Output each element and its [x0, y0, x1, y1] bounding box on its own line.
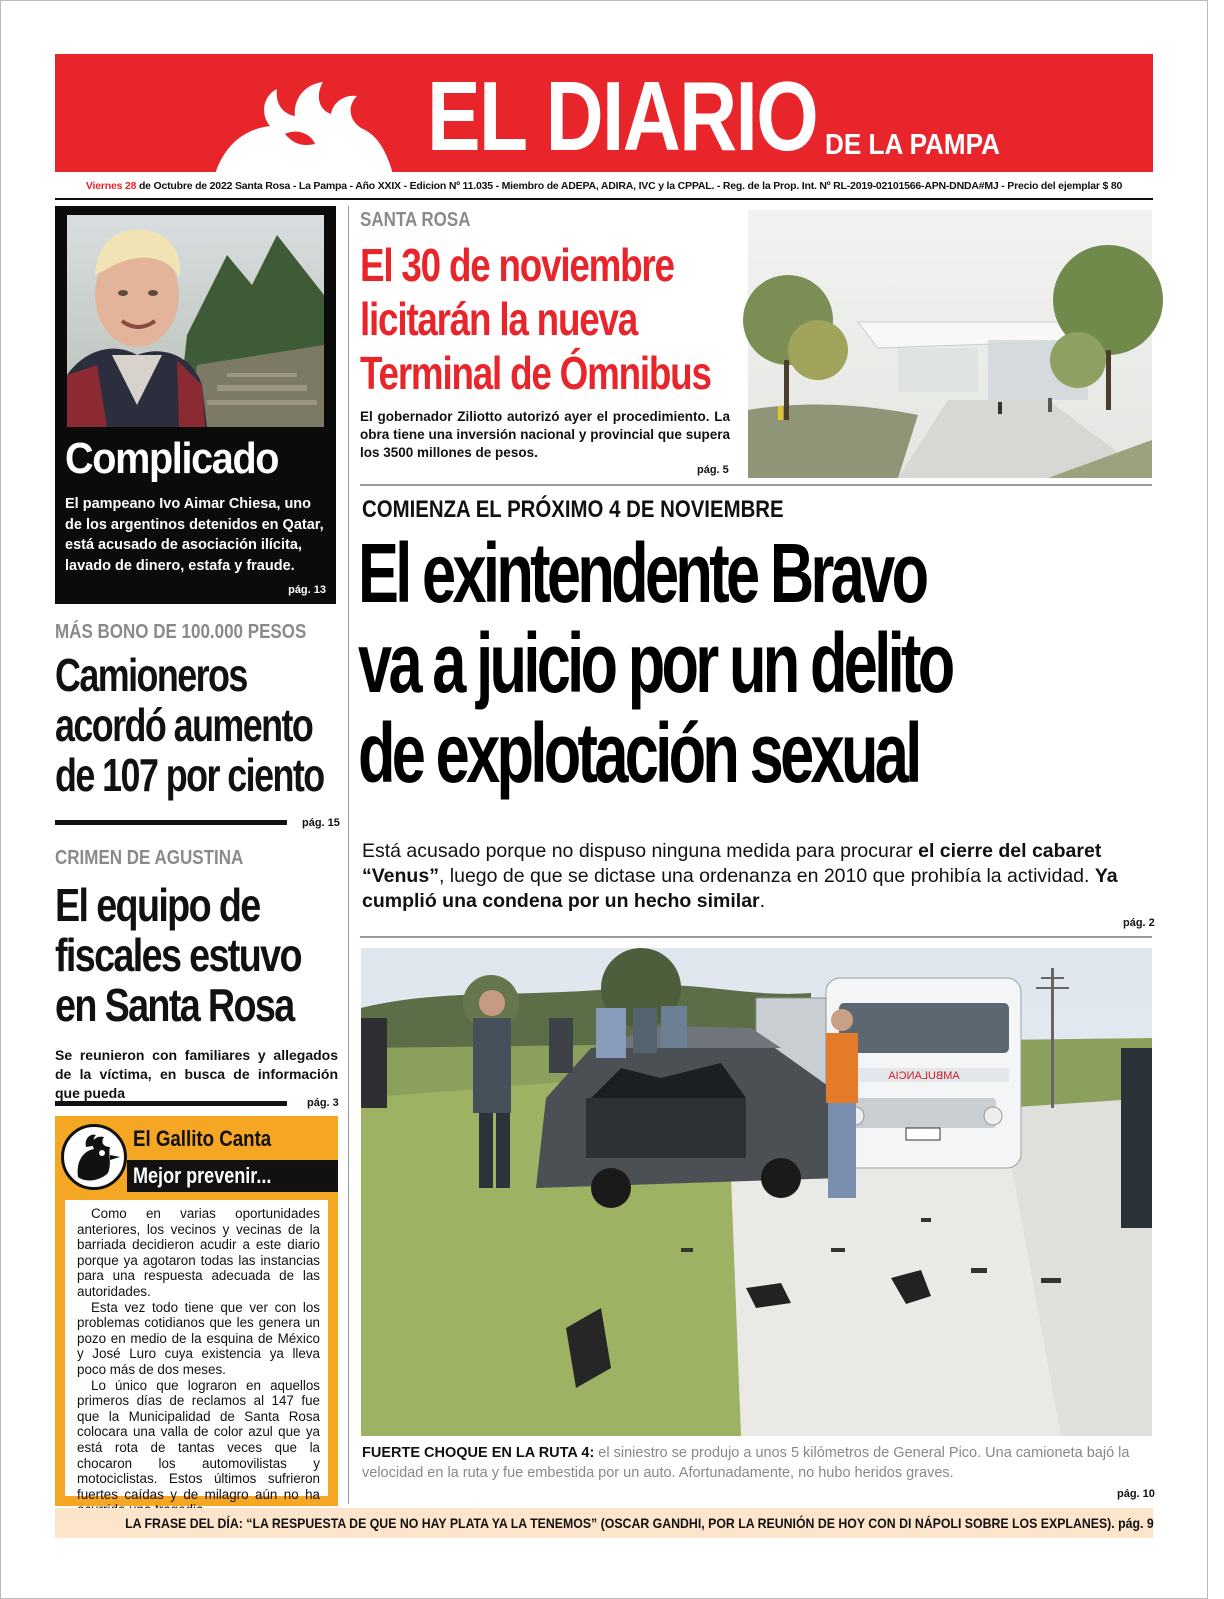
crimen-headline-line: fiscales estuvo	[55, 929, 301, 981]
masthead-title: EL DIARIO	[427, 61, 818, 171]
main-body-text: Está acusado porque no dispuso ninguna medida para procurar	[362, 840, 919, 862]
terminal-headline-line: licitarán la nueva	[360, 293, 638, 345]
camioneros-rule	[55, 820, 287, 825]
dateline-info: de Octubre de 2022 Santa Rosa - La Pampa - Año XXIX - Edicion Nº 11.035 - Miembro de ADEPA, ADIRA, IVC y la CPPAL. - Reg. de la Prop. Int. Nº RL-2019-02101566-APN-DNDA#MJ - Precio del ejemplar $ 80	[136, 180, 1123, 192]
gallito-column[interactable]	[55, 1116, 338, 1506]
frase-text: LA FRASE DEL DÍA: “LA RESPUESTA DE QUE NO HAY PLATA YA LA TENEMOS” (OSCAR GANDHI, POR LA REUNIÓN DE HOY CON DI NÁPOLI SOBRE LOS EXPLANES). pág. 9	[125, 1515, 1154, 1531]
gallito-paragraph: Esta vez todo tiene que ver con los problemas cotidianos que les genera un pozo en medio de la esquina de México y José Luro cuya existencia ya lleva poco más de dos meses.	[77, 1299, 320, 1377]
main-body-bold: Ya cumplió una condena por un hecho similar	[362, 865, 1118, 912]
column-divider	[348, 206, 349, 1504]
main-separator	[360, 936, 1152, 938]
gallito-title-banner	[127, 1160, 338, 1192]
terminal-separator	[360, 484, 1152, 486]
terminal-kicker: SANTA ROSA	[360, 209, 471, 231]
main-headline[interactable]	[358, 528, 952, 798]
gallito-rooster-icon	[61, 1124, 127, 1190]
gallito-text	[65, 1200, 328, 1502]
crimen-page: pág. 3	[307, 1097, 339, 1109]
camioneros-headline[interactable]	[55, 650, 324, 800]
gallito-paragraph: Como en varias oportunidades anteriores, los vecinos y vecinas de la barriada decidieron acudir a este diario porque ya agotaron todas las instancias para una respuesta adecuada de las autoridades.	[77, 1206, 320, 1299]
crash-caption-bold: FUERTE CHOQUE EN LA RUTA 4:	[362, 1445, 595, 1461]
complicado-body: El pampeano Ivo Aimar Chiesa, uno de los argentinos detenidos en Qatar, está acusado de asociación ilícita, lavado de dinero, estafa y fraude.	[65, 496, 324, 574]
masthead-subtitle: DE LA PAMPA	[825, 129, 1000, 161]
main-body-bold: el cierre del cabaret “Venus”	[362, 840, 1102, 887]
crimen-headline-line: El equipo de	[55, 879, 260, 931]
chiesa-photo	[67, 215, 324, 427]
frase-del-dia[interactable]	[55, 1508, 1153, 1538]
terminal-headline-line: Terminal de Ómnibus	[360, 347, 711, 399]
terminal-headline-line: El 30 de noviembre	[360, 239, 674, 291]
terminal-headline[interactable]	[360, 238, 711, 400]
crimen-kicker: CRIMEN DE AGUSTINA	[55, 847, 244, 869]
camioneros-headline-line: acordó aumento	[55, 699, 313, 751]
main-body-text: , luego de que se dictase una ordenanza en 2010 que prohibía la actividad.	[438, 865, 1095, 887]
terminal-rendering-photo	[748, 210, 1152, 478]
crash-photo	[361, 948, 1152, 1436]
gallito-title: Mejor prevenir...	[133, 1163, 272, 1188]
rooster-logo-icon	[215, 74, 415, 174]
crash-page: pág. 10	[1117, 1488, 1155, 1500]
crash-caption	[362, 1443, 1152, 1483]
masthead[interactable]	[55, 54, 1153, 172]
main-headline-line: de explotación sexual	[358, 706, 919, 800]
complicado-page: pág. 13	[288, 584, 326, 596]
gallito-name: El Gallito Canta	[133, 1126, 272, 1151]
main-page: pág. 2	[1123, 917, 1155, 929]
terminal-body: El gobernador Ziliotto autorizó ayer el procedimiento. La obra tiene una inversión nacional y provincial que supera los 3500 millones de pesos.	[360, 409, 730, 460]
gallito-paragraph: Lo único que lograron en aquellos primeros días de reclamos al 147 fue que la Municipalidad de Santa Rosa colocara una valla de color azul que ya está rota de tantas veces que la chocaron los automovilistas y motociclistas. Estos últimos sufrieron fuertes caídas y de milagro aún no ha	[77, 1377, 320, 1502]
camioneros-kicker: MÁS BONO DE 100.000 PESOS	[55, 621, 307, 643]
dateline	[55, 178, 1153, 200]
camioneros-headline-line: de 107 por ciento	[55, 749, 324, 801]
dateline-day: Viernes 28	[85, 180, 137, 192]
camioneros-page: pág. 15	[302, 817, 340, 829]
main-body	[362, 839, 1152, 914]
crimen-headline-line: en Santa Rosa	[55, 979, 294, 1031]
crimen-rule	[55, 1101, 287, 1106]
main-kicker: COMIENZA EL PRÓXIMO 4 DE NOVIEMBRE	[362, 496, 784, 523]
complicado-headline: Complicado	[65, 434, 279, 483]
complicado-story[interactable]	[55, 206, 336, 604]
ambulance-label: AMBULANCIA	[888, 1070, 960, 1082]
terminal-page: pág. 5	[697, 464, 729, 476]
crimen-body: Se reunieron con familiares y allegados de la víctima, en busca de información que pueda	[55, 1047, 338, 1101]
main-headline-line: va a juicio por un delito	[358, 616, 952, 710]
camioneros-headline-line: Camioneros	[55, 649, 247, 701]
crash-caption-text: el siniestro se produjo a unos 5 kilómetros de General Pico. Una camioneta bajó la velocidad en la ruta y fue embestida por un auto. Afortunadamente, no hubo heridos graves.	[362, 1445, 1130, 1481]
main-body-text: .	[759, 890, 766, 912]
crimen-headline[interactable]	[55, 880, 301, 1030]
main-headline-line: El exintendente Bravo	[358, 526, 926, 620]
